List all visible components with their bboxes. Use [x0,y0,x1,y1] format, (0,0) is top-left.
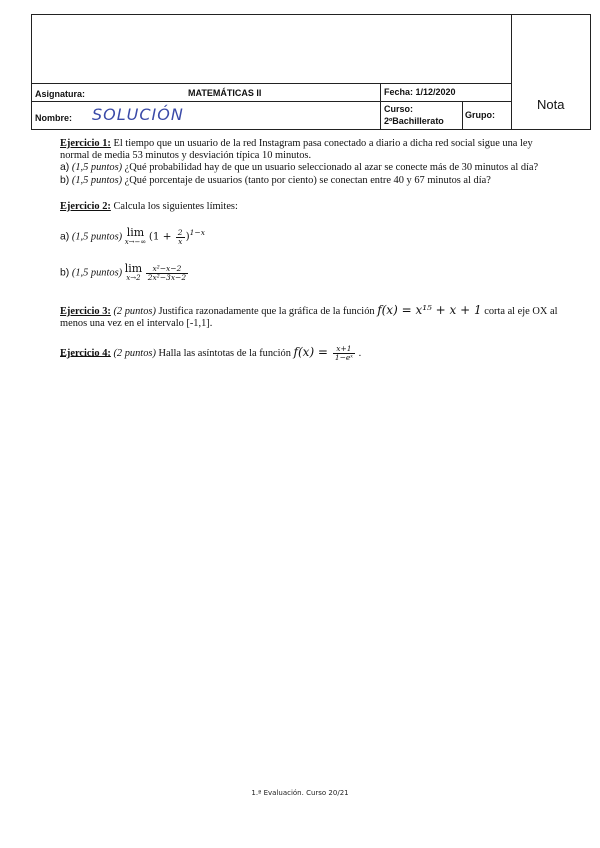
ejercicio-1 [60,138,560,187]
ej2-a [60,227,560,246]
frac-den: 1−eˣ [334,352,353,362]
ej4-points: (2 puntos) [110,347,156,359]
ej2-a-exp: 1−x [189,228,205,238]
header-divider [462,101,463,130]
ej2-a-label: a) [60,231,70,243]
ej1-b-text: ¿Qué porcentaje de usuarios (tanto por ciento) se conectan entre 40 y 67 minutos al día? [122,174,491,186]
ej1-a-points: (1,5 puntos) [71,162,123,174]
header-divider [511,14,512,130]
ej2-b-points: (1,5 puntos) [71,267,123,279]
ej2-a-fraction [176,229,185,246]
nombre-label: Nombre: [35,113,73,123]
ej1-b-label: b) [60,174,70,186]
ej4-text: Halla las asíntotas de la función [155,347,294,359]
lim-sub: x→−∞ [124,238,147,247]
ejercicio-3 [60,304,560,330]
header-line [31,101,511,102]
ej2-b [60,264,560,282]
header-divider [380,83,381,130]
ej2-a-base-open: (1 + [148,230,175,243]
ejercicio-1-text: El tiempo que un usuario de la red Instagram pasa conectado a diario a dicha red social sigue una ley normal de media 53 minutos y desviación típica 10 minutos. [60,138,533,162]
ej3-text1: Justifica razonadamente que la gráfica de la función [155,306,378,318]
ej2-b-label: b) [60,267,70,279]
curso-value: 2ºBachillerato [384,116,444,126]
lim-word: lim [124,262,143,276]
ej3-points: (2 puntos) [110,306,156,318]
ej2-b-fraction [146,265,188,282]
nota-label: Nota [537,97,565,112]
ejercicio-1-title: Ejercicio 1: [60,138,111,149]
ejercicio-4 [60,345,560,362]
curso-label: Curso: [384,104,413,114]
ejercicio-2-title: Ejercicio 2: [60,200,111,212]
frac-num: x+1 [333,345,355,354]
ej2-a-points: (1,5 puntos) [71,231,123,243]
ej4-fraction [333,345,355,362]
ej2-a-base-close: ) [185,230,190,243]
frac-den: x [178,236,183,246]
footer: 1.ª Evaluación. Curso 20/21 [251,789,349,797]
ejercicio-3-title: Ejercicio 3: [60,306,111,318]
ej2-b-limit [125,264,142,282]
frac-num: x²−x−2 [146,265,188,274]
lim-word: lim [126,226,145,240]
nombre-signature: SOLUCIÓN [92,105,184,124]
ej3-function: f(x) = x¹⁵ + x + 1 [377,303,482,318]
asignatura-value: MATEMÁTICAS II [188,88,262,98]
ejercicio-2 [60,201,560,282]
ej4-function: f(x) = [293,344,332,359]
ej2-a-limit [125,228,147,246]
ej3-text2: corta al eje OX al menos una vez en el intervalo [-1,1]. [60,306,558,330]
header-line [31,83,511,84]
exam-body [60,138,560,362]
asignatura-label: Asignatura: [35,89,86,99]
fecha: Fecha: 1/12/2020 [384,87,456,97]
ej4-end: . [355,347,362,359]
frac-den: 2x²−3x−2 [147,272,187,282]
grupo-label: Grupo: [465,110,495,120]
ejercicio-2-text: Calcula los siguientes límites: [110,200,238,212]
ej1-a-label: a) [60,162,70,174]
ej1-b-points: (1,5 puntos) [71,174,123,186]
ej1-a-text: ¿Qué probabilidad hay de que un usuario seleccionado al azar se conecte más de 30 minutos al día? [122,162,539,174]
frac-num: 2 [177,227,183,237]
lim-sub: x→2 [126,274,141,283]
ejercicio-4-title: Ejercicio 4: [60,347,111,359]
